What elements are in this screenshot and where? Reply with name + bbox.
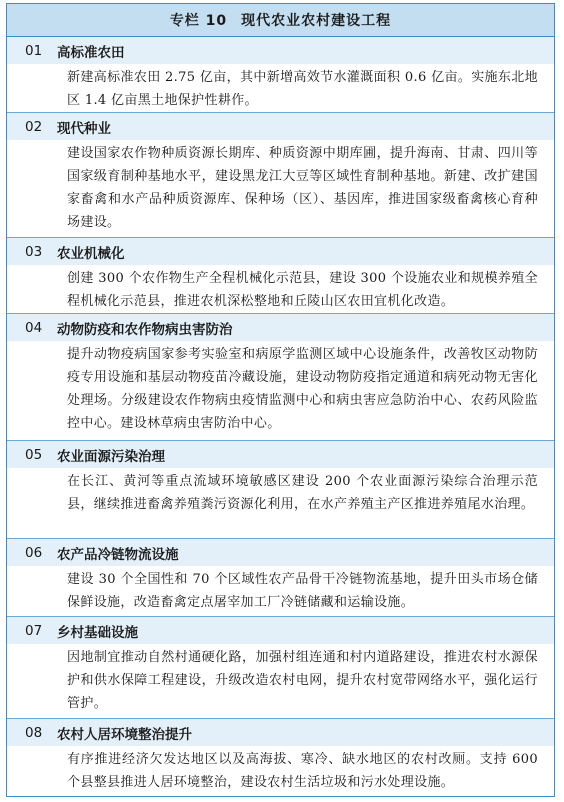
column-title-bar (7, 4, 554, 37)
section-number: 03 (25, 243, 43, 260)
section-title: 高标准农田 (57, 44, 125, 61)
section-03 (7, 238, 554, 314)
section-05 (7, 441, 554, 539)
section-text: 在长江、黄河等重点流域环境敏感区建设 200 个农业面源污染综合治理示范县，继续推进畜禽养殖粪污资源化利用，在水产养殖主产区推进养殖尾水治理。 (67, 474, 538, 512)
section-title: 现代种业 (57, 120, 111, 137)
section-text: 建设国家农作物种质资源长期库、种质资源中期库圃，提升海南、甘肃、四川等国家级育制种基地水平，建设黑龙江大豆等区域性育制种基地。新建、改扩建国家畜禽和水产品种质资源库、保种场（区）、基因库，推进国家级畜禽核心育种场建设。 (67, 146, 538, 230)
section-number: 08 (25, 724, 43, 741)
section-text: 建设 30 个全国性和 70 个区域性农产品骨干冷链物流基地，提升田头市场仓储保鲜设施，改造畜禽定点屠宰加工厂冷链储藏和运输设施。 (67, 572, 538, 610)
section-title: 农村人居环境整治提升 (57, 726, 192, 743)
section-text: 新建高标准农田 2.75 亿亩，其中新增高效节水灌溉面积 0.6 亿亩。实施东北地区 1.4 亿亩黑土地保护性耕作。 (67, 70, 538, 108)
column-title: 现代农业农村建设工程 (241, 13, 392, 29)
section-number: 01 (25, 42, 43, 59)
section-07 (7, 617, 554, 719)
column-label: 专栏 10 (169, 13, 228, 29)
section-number: 02 (25, 118, 43, 135)
section-text: 创建 300 个农作物生产全程机械化示范县，建设 300 个设施农业和规模养殖全程机械化示范县，推进农机深松整地和丘陵山区农田宜机化改造。 (67, 271, 538, 309)
section-number: 04 (25, 319, 43, 336)
section-number: 05 (25, 446, 43, 463)
section-number: 07 (25, 622, 43, 639)
section-01 (7, 37, 554, 113)
section-title: 农业机械化 (57, 245, 125, 262)
section-header (7, 113, 554, 140)
section-text: 提升动物疫病国家参考实验室和病原学监测区域中心设施条件，改善牧区动物防疫专用设施和基层动物疫苗冷藏设施，建设动物防疫指定通道和病死动物无害化处理场。分级建设农作物病虫疫情监测中心和病虫害应急防治中心、农药风险监控中心。建设林草病虫害防治中心。 (67, 347, 538, 431)
section-header (7, 37, 554, 64)
section-text: 有序推进经济欠发达地区以及高海拔、寒冷、缺水地区的农村改厕。支持 600 个县整县推进人居环境整治，建设农村生活垃圾和污水处理设施。 (67, 752, 538, 790)
section-title: 乡村基础设施 (57, 624, 138, 641)
section-08 (7, 719, 554, 796)
section-header (7, 238, 554, 265)
section-number: 06 (25, 544, 43, 561)
section-header (7, 539, 554, 566)
section-text: 因地制宜推动自然村通硬化路，加强村组连通和村内道路建设，推进农村水源保护和供水保障工程建设，升级改造农村电网，提升农村宽带网络水平，强化运行管护。 (67, 650, 538, 711)
section-title: 农产品冷链物流设施 (57, 546, 179, 563)
section-header (7, 617, 554, 644)
section-02 (7, 113, 554, 238)
column-box (6, 3, 555, 797)
section-04 (7, 314, 554, 441)
section-header (7, 314, 554, 341)
section-header (7, 441, 554, 468)
section-title: 动物防疫和农作物病虫害防治 (57, 321, 233, 338)
section-title: 农业面源污染治理 (57, 448, 165, 465)
section-06 (7, 539, 554, 617)
section-header (7, 719, 554, 746)
